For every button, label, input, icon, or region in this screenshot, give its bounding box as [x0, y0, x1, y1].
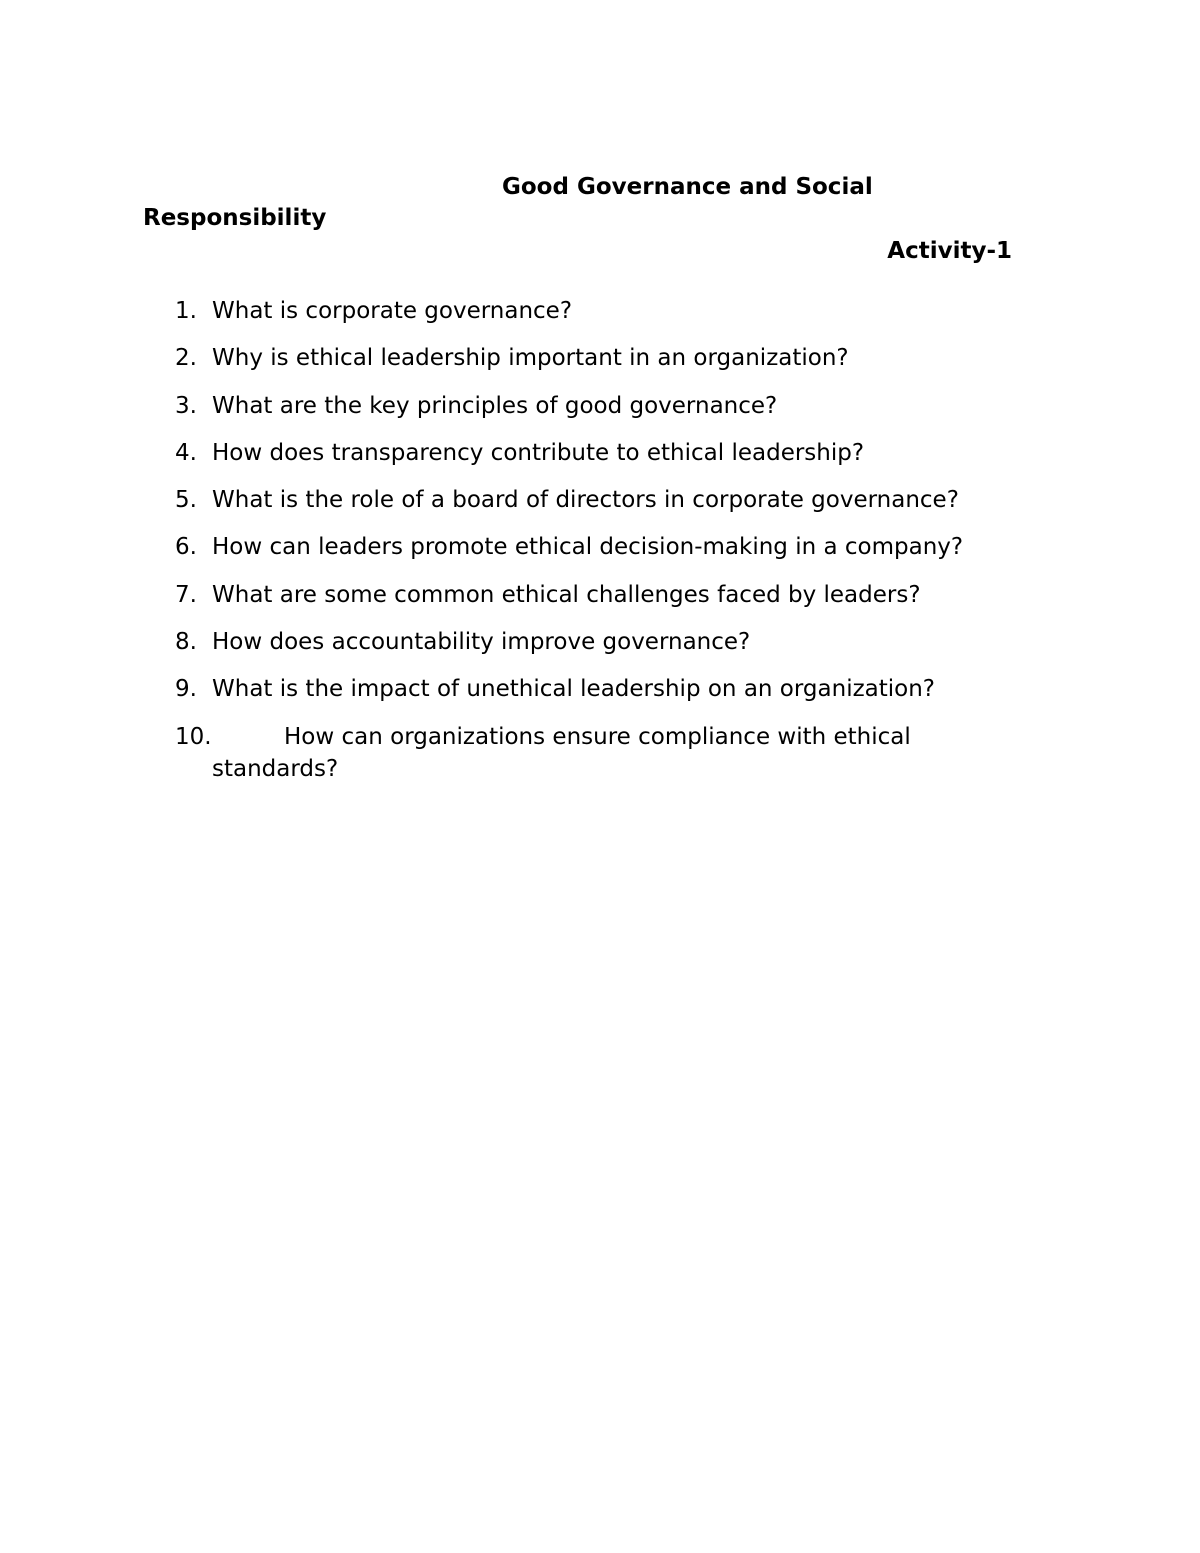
question-text: What are some common ethical challenges faced by leaders? [212, 581, 921, 608]
question-text: How can leaders promote ethical decision-making in a company? [212, 534, 964, 561]
question-text: What is corporate governance? [212, 298, 573, 324]
question-text: What is the impact of unethical leadership on an organization? [212, 676, 936, 703]
question-text: Why is ethical leadership important in an organization? [212, 345, 849, 372]
question-text-line-1: How can organizations ensure compliance with ethical [284, 723, 911, 750]
question-text: What are the key principles of good governance? [212, 392, 778, 419]
question-number: 10. [175, 723, 212, 750]
question-item [175, 673, 1005, 705]
question-item [175, 484, 1005, 516]
question-item [175, 626, 1005, 658]
activity-label: Activity-1 [887, 238, 1012, 264]
question-number: 2. [175, 345, 197, 372]
document-title-line-2: Responsibility [143, 205, 327, 231]
question-text: How does accountability improve governance? [212, 629, 751, 656]
question-number: 7. [175, 581, 197, 608]
question-number: 3. [175, 392, 197, 419]
question-list [175, 295, 1005, 800]
question-number: 9. [175, 676, 197, 703]
question-item [175, 437, 1005, 469]
question-text: What is the role of a board of directors in corporate governance? [212, 487, 959, 514]
question-number: 5. [175, 487, 197, 514]
question-text-line-2: standards? [212, 755, 339, 782]
question-number: 1. [175, 298, 197, 324]
question-item [175, 721, 1005, 785]
question-number: 6. [175, 534, 197, 561]
question-number: 8. [175, 629, 197, 656]
question-item [175, 579, 1005, 611]
document-title-line-1: Good Governance and Social [502, 174, 873, 200]
question-item [175, 390, 1005, 422]
question-text: How does transparency contribute to ethical leadership? [212, 439, 865, 466]
question-number: 4. [175, 439, 197, 466]
question-item [175, 295, 1005, 327]
question-item [175, 531, 1005, 563]
question-item [175, 342, 1005, 374]
